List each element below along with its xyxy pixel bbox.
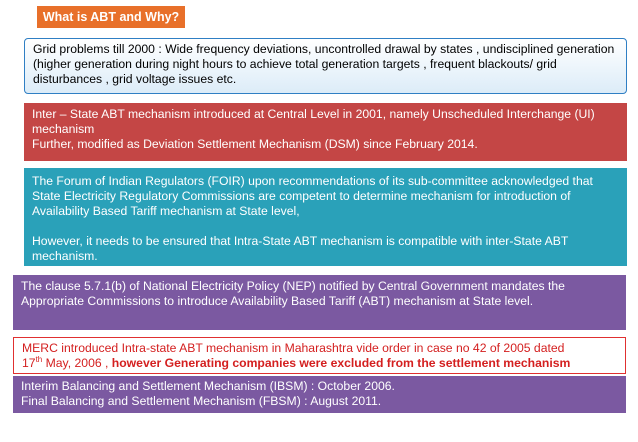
merc-line-2 bbox=[22, 356, 617, 371]
foir-box bbox=[24, 168, 627, 266]
merc-line-1: MERC introduced Intra-state ABT mechanism in Maharashtra vide order in case no 42 of 2005 dated bbox=[22, 341, 565, 355]
merc-exclusion-text: however Generating companies were excluded from the settlement mechanism bbox=[111, 356, 571, 370]
fbsm-line: Final Balancing and Settlement Mechanism (FBSM) : August 2011. bbox=[21, 394, 382, 408]
grid-problems-box bbox=[24, 38, 627, 94]
inter-state-abt-line-2: Further, modified as Deviation Settlement Mechanism (DSM) since February 2014. bbox=[32, 137, 478, 151]
nep-clause-text: The clause 5.7.1(b) of National Electricity Policy (NEP) notified by Central Government mandates the Appropriate Commissions to introduce Availability Based Tariff (ABT) mechanism at State level. bbox=[21, 279, 565, 308]
foir-paragraph-2: However, it needs to be ensured that Intra-State ABT mechanism is compatible with inter-State ABT mechanism. bbox=[32, 234, 569, 263]
ibsm-line: Interim Balancing and Settlement Mechanism (IBSM) : October 2006. bbox=[21, 379, 395, 393]
nep-clause-box bbox=[13, 275, 626, 330]
merc-date-day: 17 bbox=[22, 356, 36, 370]
slide-title: What is ABT and Why? bbox=[37, 6, 185, 28]
inter-state-abt-box bbox=[24, 103, 627, 161]
balancing-mechanism-box bbox=[13, 376, 626, 413]
grid-problems-text: Grid problems till 2000 : Wide frequency deviations, uncontrolled drawal by states , undisciplined generation (higher generation during night hours to achieve total generation targets , frequent blackouts/ grid disturbances , grid voltage issues etc. bbox=[33, 42, 615, 86]
inter-state-abt-line-1: Inter – State ABT mechanism introduced at Central Level in 2001, namely Unscheduled Interchange (UI) mechanism bbox=[32, 107, 595, 136]
merc-date-suffix: th bbox=[35, 354, 43, 364]
foir-paragraph-1: The Forum of Indian Regulators (FOIR) upon recommendations of its sub-committee acknowledged that State Electricity Regulatory Commissions are competent to determine mechanism for introduction of Availability Based Tariff mechanism at State level, bbox=[32, 174, 593, 218]
merc-box bbox=[13, 337, 626, 374]
paragraph-spacer bbox=[32, 219, 619, 234]
merc-date-rest: May, 2006 , bbox=[42, 356, 112, 370]
